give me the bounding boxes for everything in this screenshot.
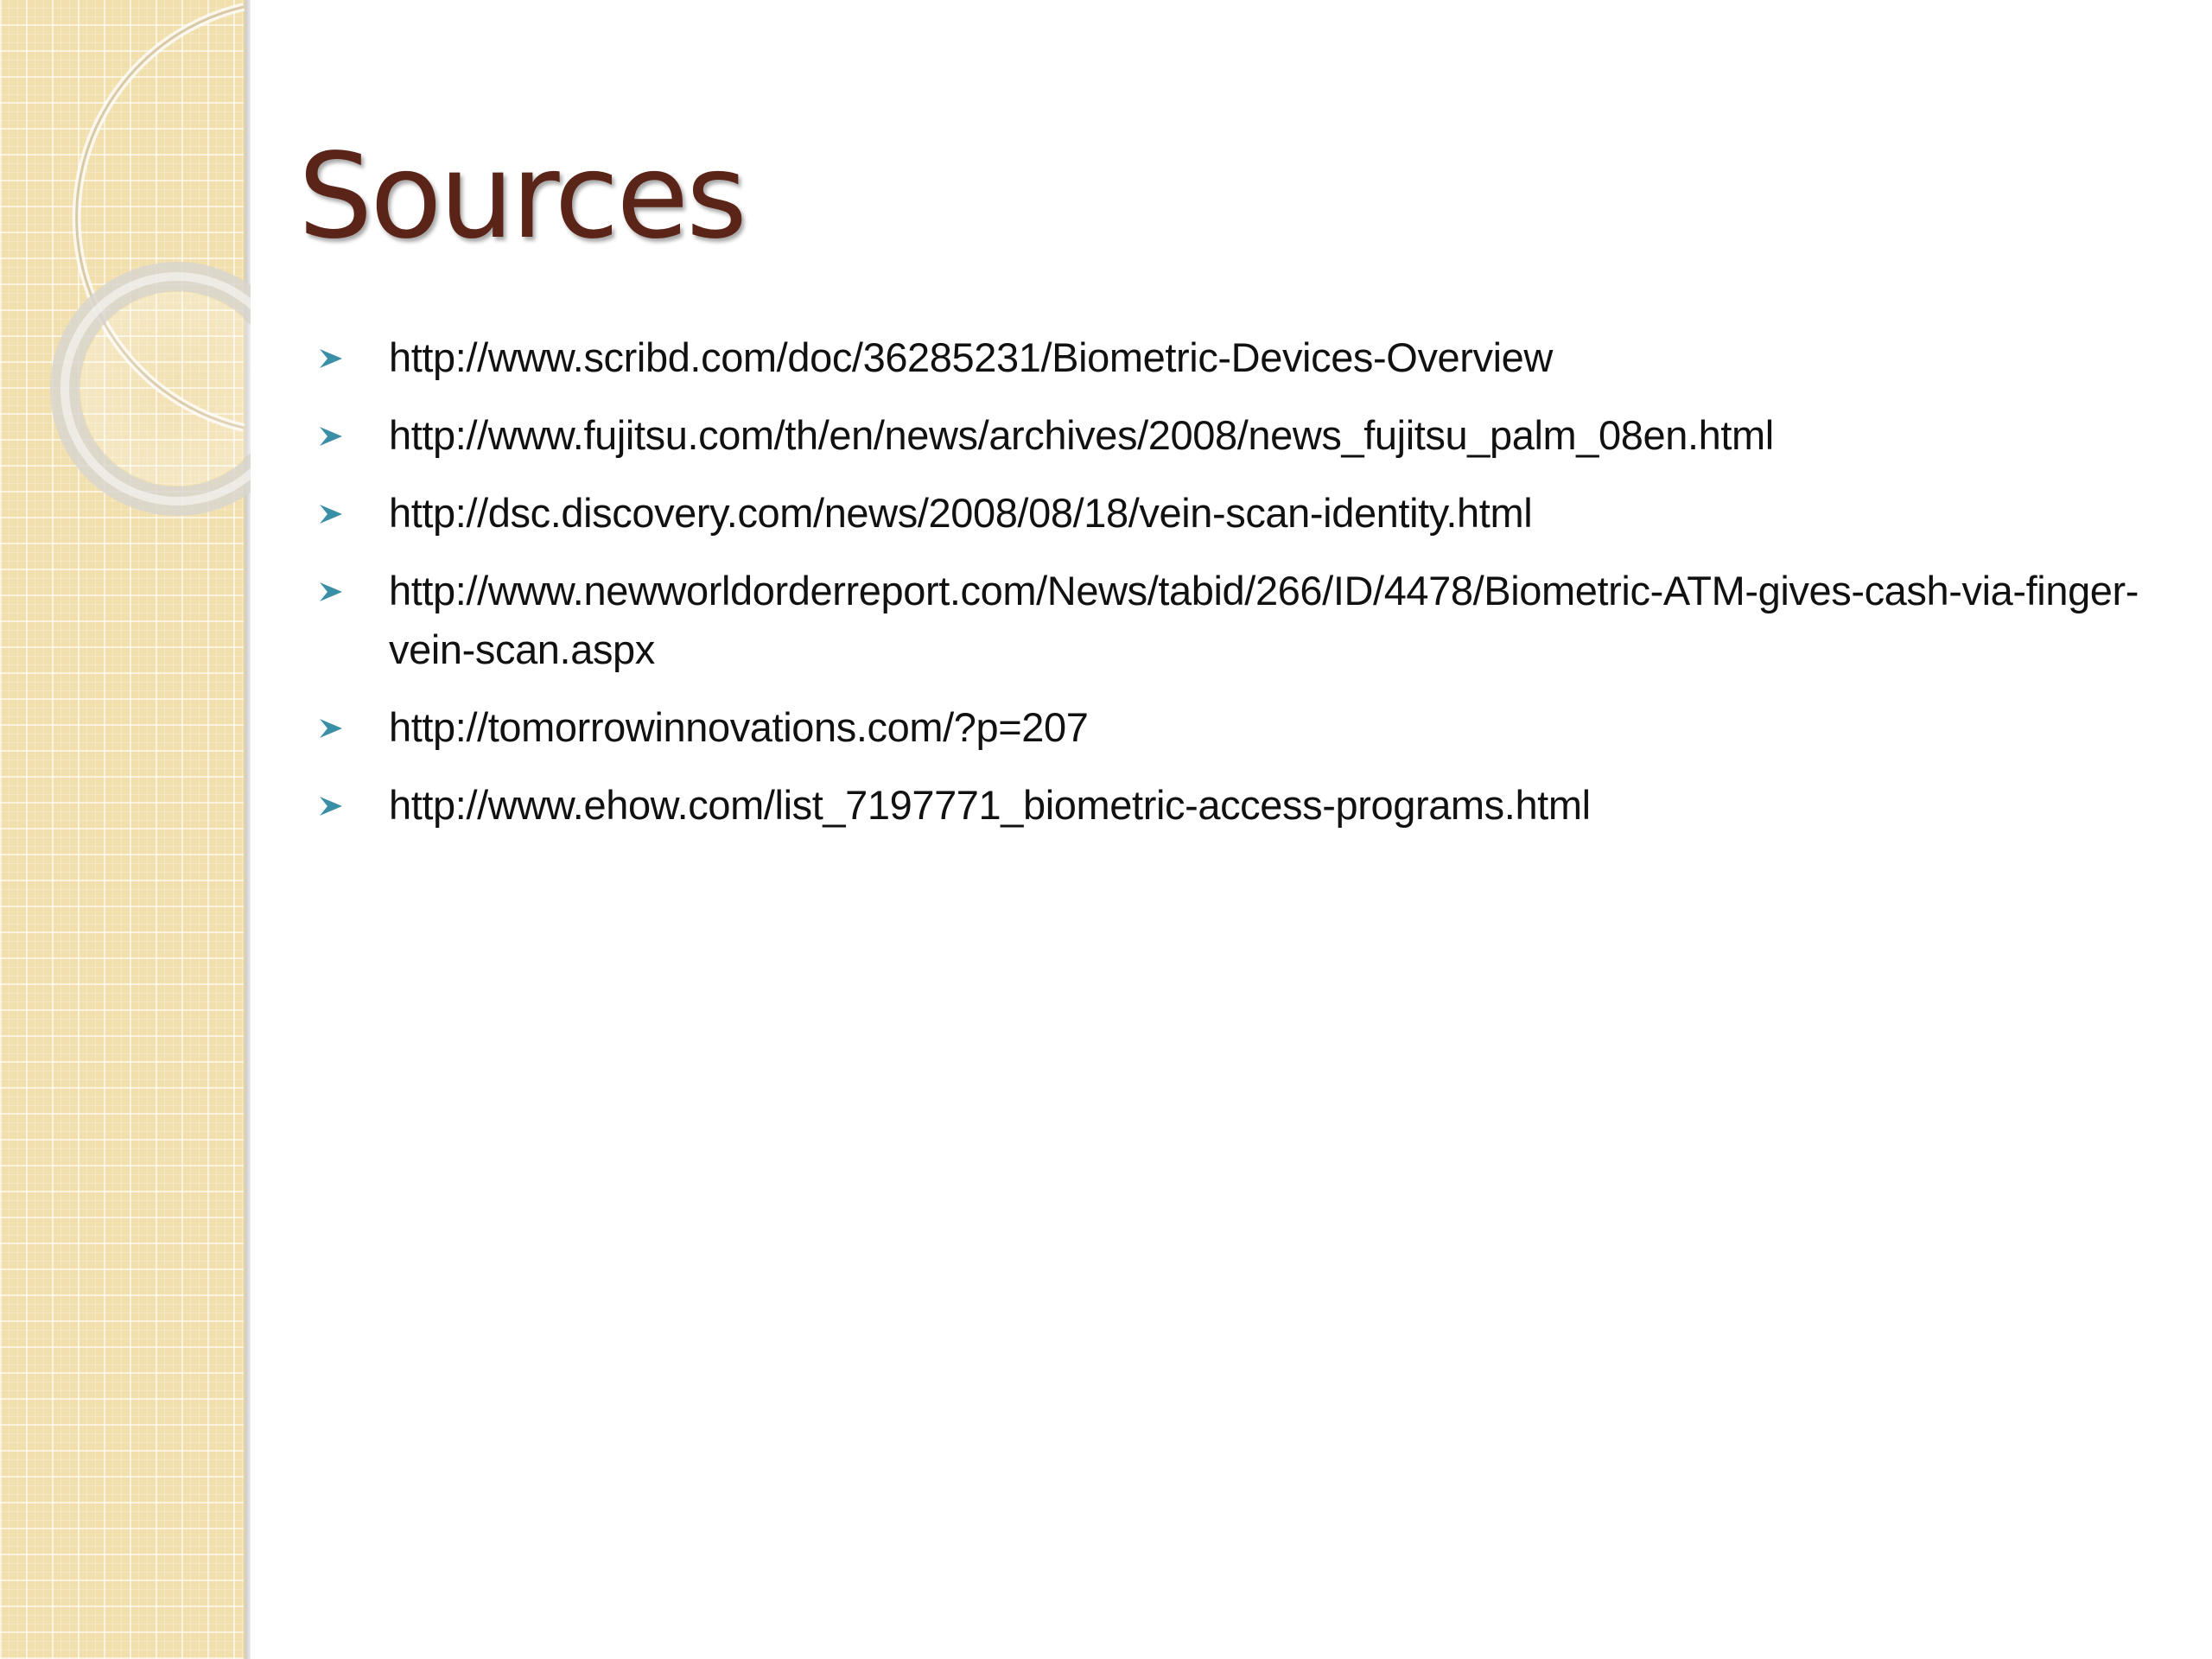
- source-item: [318, 776, 2167, 835]
- source-link[interactable]: http://www.scribd.com/doc/36285231/Biometric-Devices-Overview: [389, 334, 1553, 380]
- source-item: [318, 698, 2167, 757]
- source-link[interactable]: http://www.ehow.com/list_7197771_biometric-access-programs.html: [389, 782, 1591, 828]
- arrowhead-bullet-icon: [318, 347, 344, 370]
- source-link[interactable]: http://tomorrowinnovations.com/?p=207: [389, 704, 1089, 750]
- slide-title: Sources: [298, 129, 745, 265]
- arrowhead-bullet-icon: [318, 795, 344, 817]
- decorative-rings-icon: [0, 0, 251, 553]
- sources-list: [318, 328, 2167, 854]
- arrowhead-bullet-icon: [318, 581, 344, 603]
- arrowhead-bullet-icon: [318, 717, 344, 740]
- arrowhead-bullet-icon: [318, 425, 344, 448]
- source-item: [318, 328, 2167, 387]
- source-link[interactable]: http://www.fujitsu.com/th/en/news/archives/2008/news_fujitsu_palm_08en.html: [389, 412, 1774, 458]
- source-item: [318, 484, 2167, 543]
- arrowhead-bullet-icon: [318, 503, 344, 525]
- source-link[interactable]: http://www.newworldorderreport.com/News/tabid/266/ID/4478/Biometric-ATM-gives-cash-via-finger-vein-scan.aspx: [389, 568, 2139, 672]
- source-item: [318, 562, 2167, 679]
- source-item: [318, 406, 2167, 465]
- source-link[interactable]: http://dsc.discovery.com/news/2008/08/18/vein-scan-identity.html: [389, 490, 1533, 536]
